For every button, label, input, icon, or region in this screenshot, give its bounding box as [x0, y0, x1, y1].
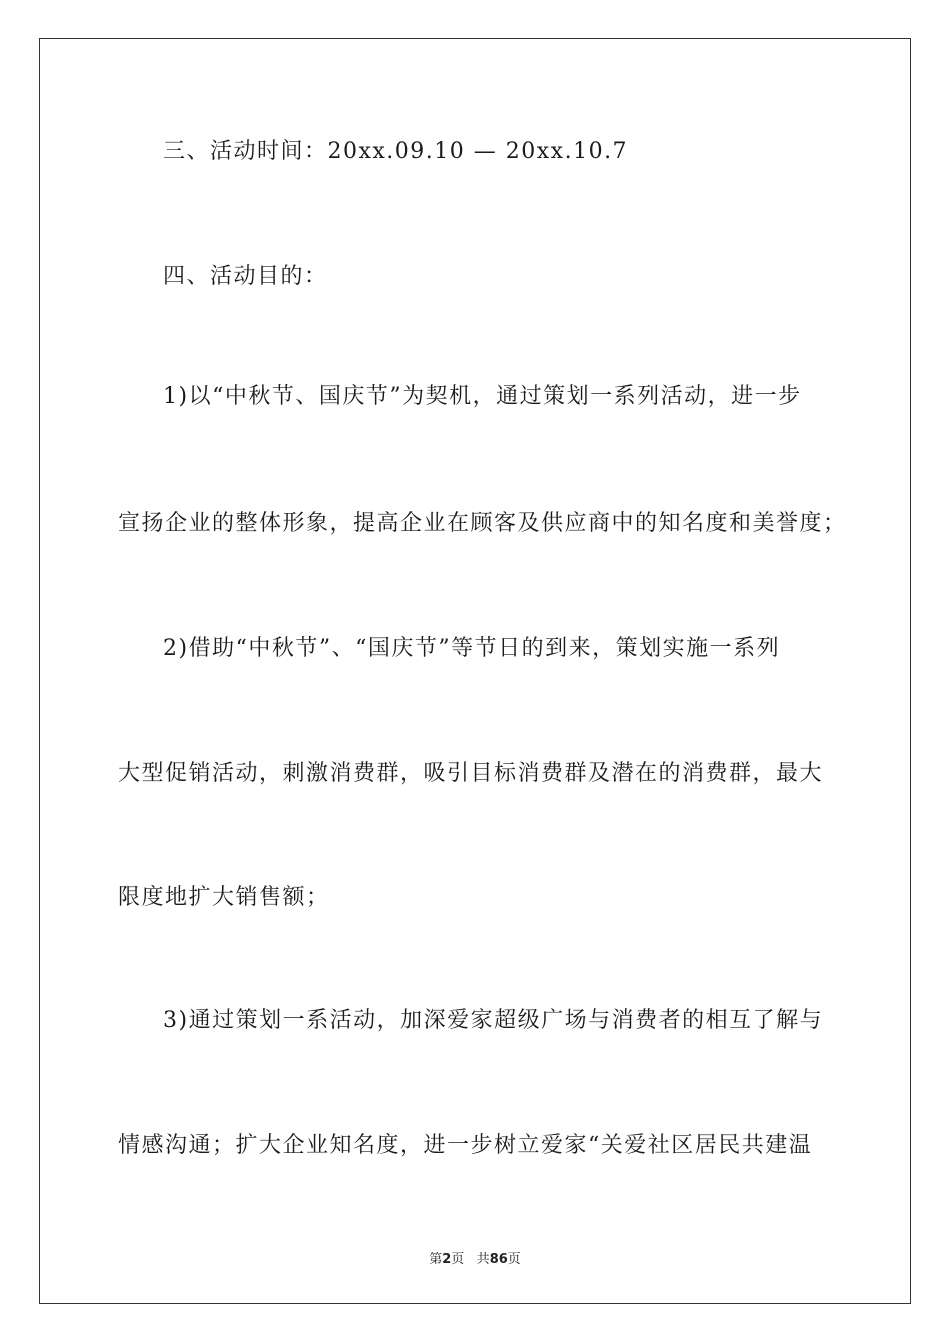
paragraph-line: 宣扬企业的整体形象，提高企业在顾客及供应商中的知名度和美誉度；: [118, 511, 847, 536]
section-heading-time: 三、活动时间：20xx.09.10 — 20xx.10.7: [163, 139, 629, 164]
page-footer: [0, 1248, 950, 1267]
section-heading-purpose: 四、活动目的：: [163, 264, 328, 289]
footer-page-suffix: 页: [451, 1252, 465, 1267]
page-border: [39, 38, 911, 1304]
paragraph-line: 情感沟通；扩大企业知名度，进一步树立爱家“关爱社区居民共建温: [118, 1133, 813, 1158]
footer-prefix: 第: [429, 1252, 443, 1267]
current-page-number: 2: [442, 1252, 452, 1267]
paragraph-line: 2)借助“中秋节”、“国庆节”等节日的到来，策划实施一系列: [163, 636, 781, 661]
footer-total-prefix: 共: [476, 1252, 490, 1267]
total-page-count: 86: [489, 1252, 508, 1267]
paragraph-line: 1)以“中秋节、国庆节”为契机，通过策划一系列活动，进一步: [163, 384, 802, 409]
paragraph-line: 大型促销活动，刺激消费群，吸引目标消费群及潜在的消费群，最大: [118, 761, 824, 786]
paragraph-line: 3)通过策划一系活动，加深爱家超级广场与消费者的相互了解与: [163, 1008, 824, 1033]
paragraph-line: 限度地扩大销售额；: [118, 885, 330, 910]
footer-total-suffix: 页: [507, 1252, 521, 1267]
